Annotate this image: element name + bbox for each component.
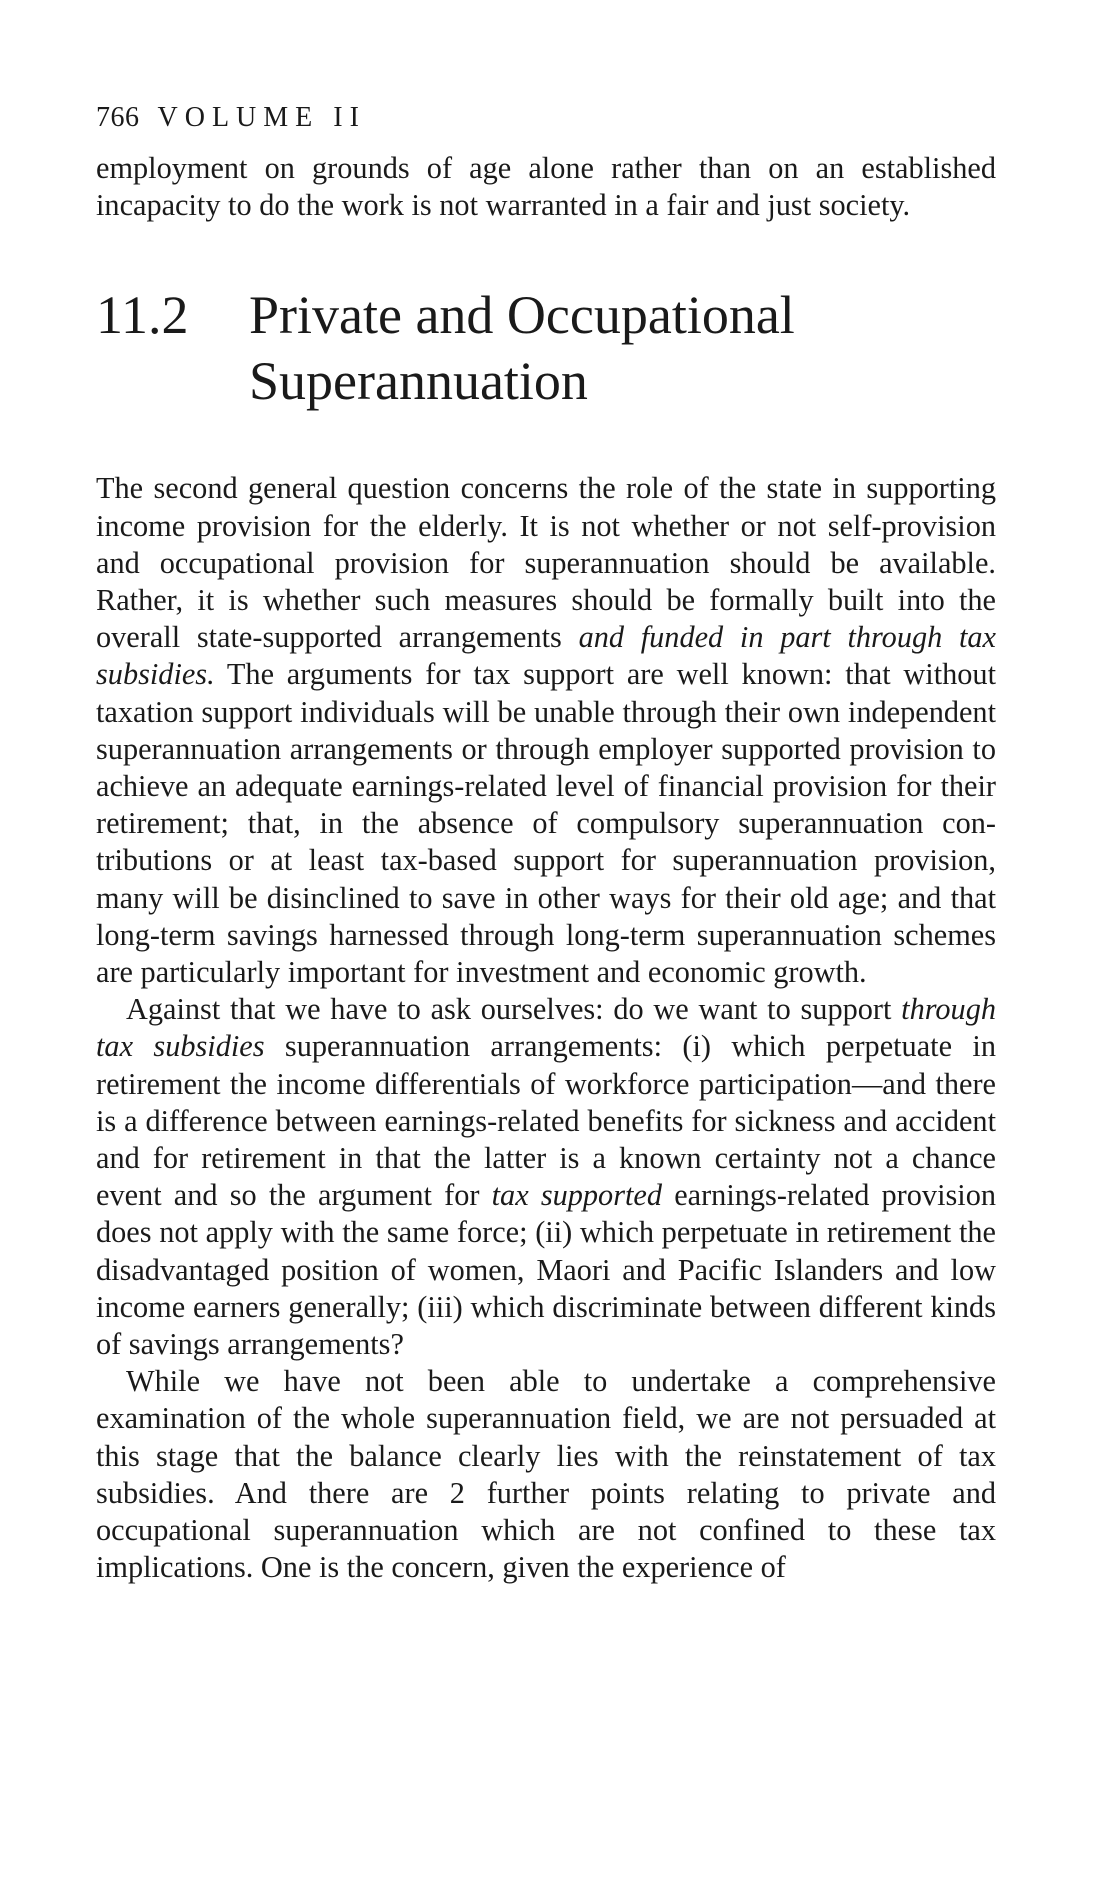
- running-header: [96, 100, 996, 136]
- section-number: 11.2: [96, 285, 189, 346]
- paragraph-text: superannuation arrangements: (i) which perpetuate in retirement the income differentials of workforce participation—and there is a difference between earnings-related benefits for sickness and accident and for retirement in that the latter is a known certainty not a chance event and so the argument for: [96, 1029, 996, 1213]
- emphasis-text: and funded in part through tax subsidies.: [96, 620, 997, 692]
- paragraph-text: The second general question concerns the role of the state in supporting income provision for the elderly. It is not whether or not self-provision and occupational provision for superannuation should be available. Rather, it is whether such measures should be formally built into the overall state-supported arrangements: [96, 471, 996, 655]
- paragraph-role-of-state: [96, 470, 996, 991]
- paragraph-against-that: [96, 991, 996, 1363]
- document-page: [96, 100, 996, 1587]
- section-title: Private and Occupational Superannuation: [249, 285, 795, 412]
- page-number: 766: [96, 102, 140, 133]
- paragraph-text: earnings-related provision does not apply with the same force; (ii) which perpetuate in retirement the disadvantaged position of women, Maori and Pacific Islanders and low income earners generally; (iii) which discriminate between different kinds of savings arrangements?: [96, 1178, 996, 1362]
- continued-paragraph: employment on grounds of age alone rather than on an established incapacity to do the work is not warranted in a fair and just society.: [96, 151, 996, 223]
- emphasis-text: through tax subsidies: [96, 992, 996, 1064]
- volume-label: VOLUME II: [157, 102, 366, 133]
- paragraph-text: Against that we have to ask ourselves: do we want to support: [126, 992, 902, 1027]
- section-heading: [96, 282, 996, 414]
- emphasis-text: tax supported: [491, 1178, 663, 1213]
- paragraph-text: The arguments for tax support are well known: that without taxation support individuals will be unable through their own independent superannuation arrangements or through employer supported provision to achieve an adequate earnings-related level of financial provision for their retirement; that, in the absence of compulsory superannuation contributions or at least tax-based support for superannuation provision, many will be disinclined to save in other ways for their old age; and that long-term savings harnessed through long-term superannuation schemes are particularly important for investment and economic growth.: [96, 657, 996, 990]
- paragraph-while-we-have-not: While we have not been able to undertake a comprehensive examination of the whole superannuation field, we are not persuaded at this stage that the balance clearly lies with the reinstatement of tax subsidies. And there are 2 further points relating to private and occupational superannuation which are not confined to these tax implications. One is the concern, given the experience of: [96, 1364, 996, 1585]
